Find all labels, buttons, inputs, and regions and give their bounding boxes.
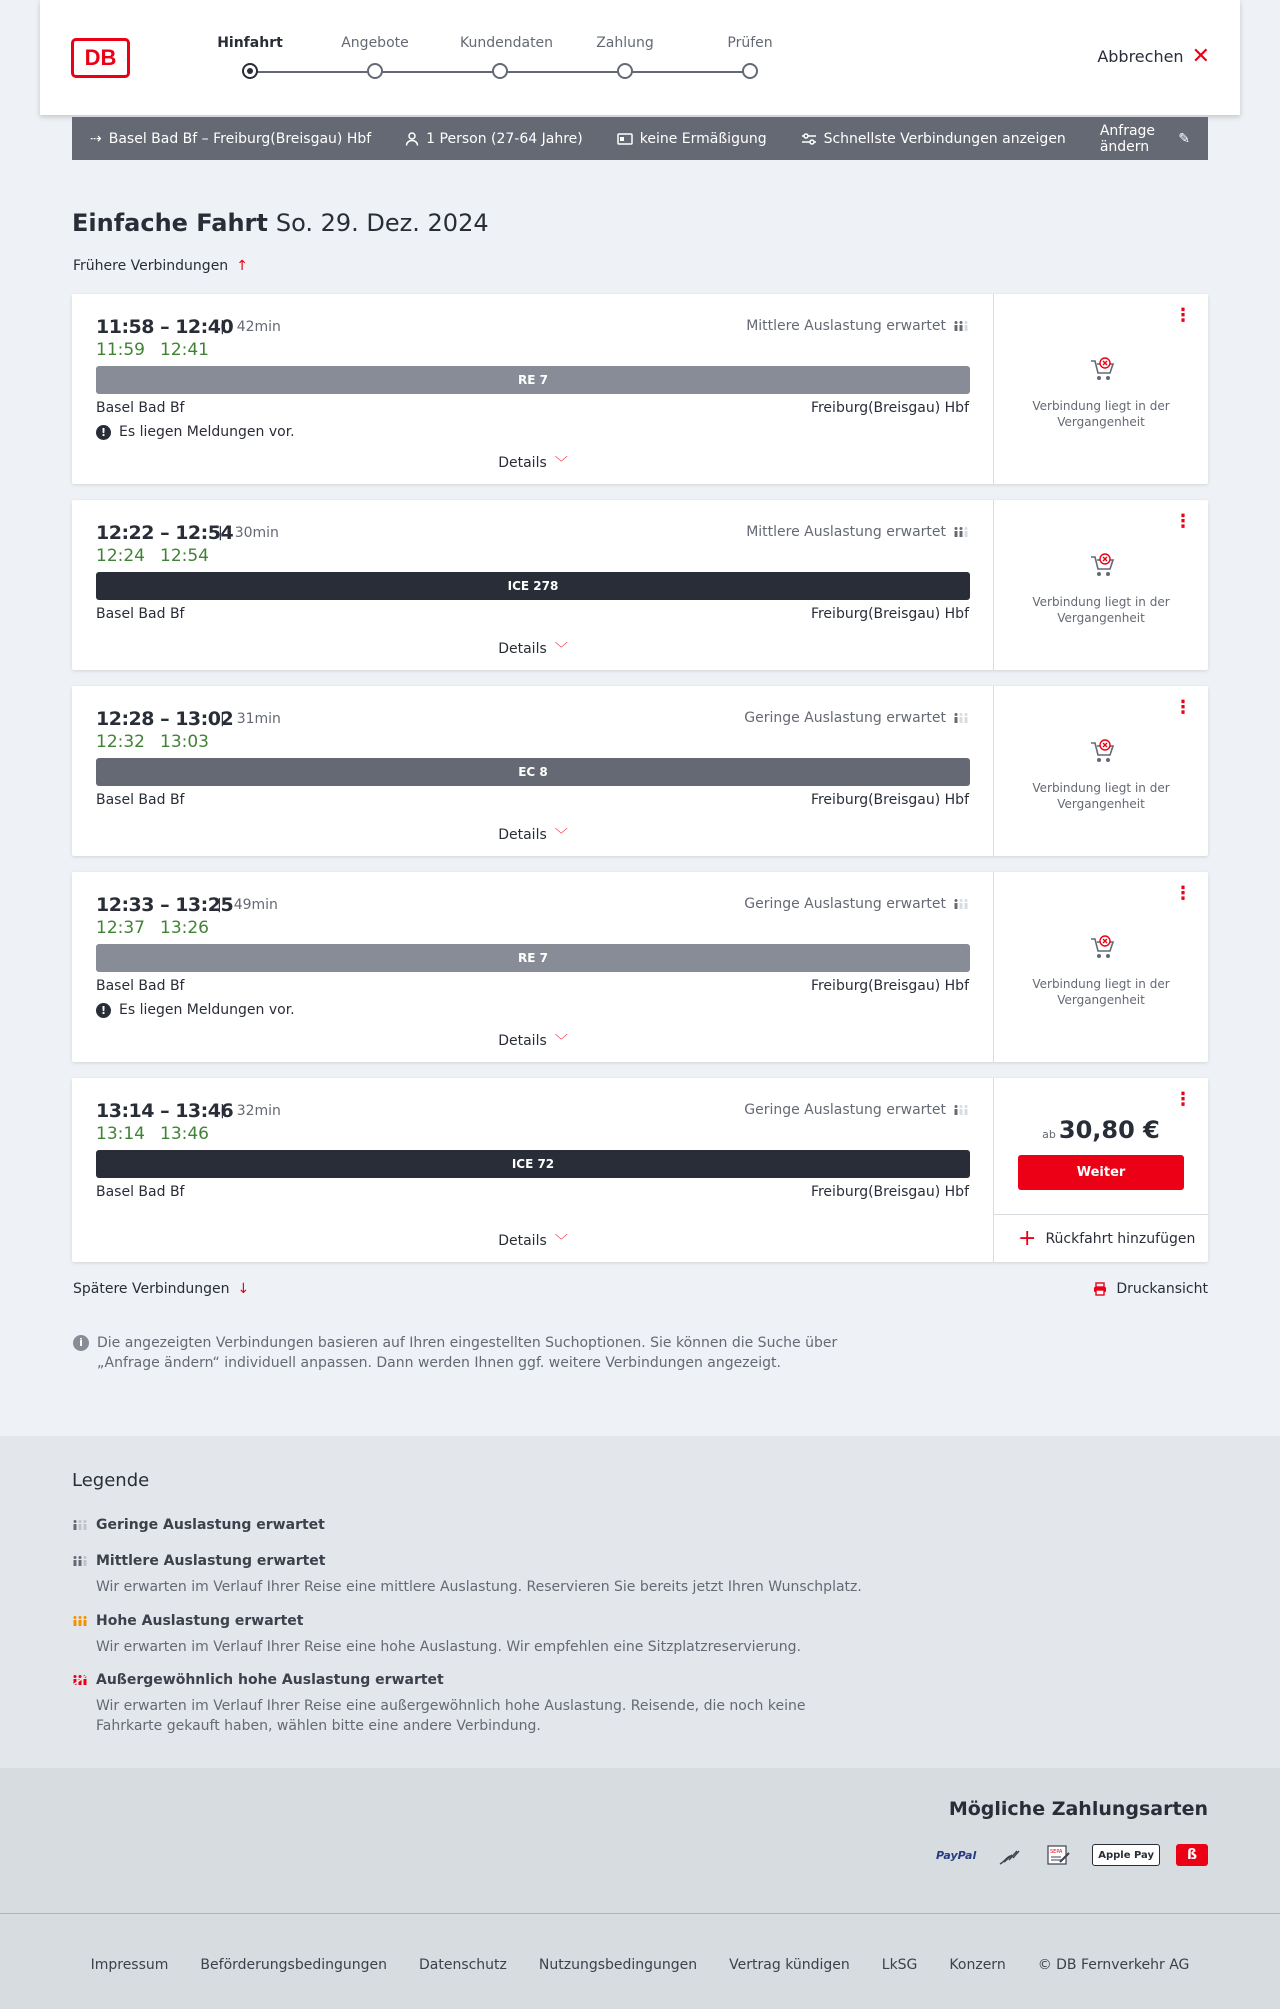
- offer-panel: [994, 686, 1208, 856]
- step-dot: [242, 63, 258, 79]
- progress-stepper: [210, 35, 810, 85]
- more-options-icon[interactable]: ⋮: [1174, 1089, 1192, 1110]
- connection-card[interactable]: [72, 1078, 1208, 1262]
- offer-panel: [994, 500, 1208, 670]
- apple-pay-icon: [1092, 1844, 1160, 1866]
- connection-main: [72, 1078, 994, 1262]
- trip-type: Einfache Fahrt: [72, 209, 268, 237]
- cancel-label: Abbrechen: [1097, 47, 1184, 66]
- occupancy-medium-icon: [72, 1555, 88, 1567]
- change-search-label: Anfrage ändern: [1099, 122, 1156, 155]
- price-value: 30,80 €: [1058, 1116, 1160, 1144]
- details-label: Details: [498, 455, 547, 471]
- filter-icon: [801, 133, 817, 145]
- route-text: Basel Bad Bf – Freiburg(Breisgau) Hbf: [108, 130, 372, 147]
- connection-duration: | 49min: [217, 897, 278, 913]
- legend-item-high: [72, 1613, 872, 1657]
- step-dot: [742, 63, 758, 79]
- details-label: Details: [498, 641, 547, 657]
- connection-card[interactable]: [72, 294, 1208, 484]
- train-bar[interactable]: EC 8: [96, 758, 970, 786]
- legend-item-description: Wir erwarten im Verlauf Ihrer Reise eine hohe Auslastung. Wir empfehlen eine Sitzplatzreservierung.: [96, 1639, 801, 1655]
- step-dot: [367, 63, 383, 79]
- realtime-times: [96, 340, 224, 360]
- details-toggle[interactable]: [72, 1030, 994, 1049]
- realtime-departure: 13:14: [96, 1124, 145, 1144]
- price: [994, 1116, 1208, 1144]
- cart-unavailable-icon: [1088, 552, 1116, 580]
- credit-card-icon: [992, 1844, 1026, 1866]
- footer-link-befoerderungsbedingungen[interactable]: Beförderungsbedingungen: [200, 1957, 387, 1973]
- price-prefix: ab: [1042, 1128, 1056, 1141]
- cancel-button[interactable]: [1097, 43, 1210, 69]
- step-hinfahrt: [210, 35, 290, 79]
- train-bar[interactable]: RE 7: [96, 366, 970, 394]
- realtime-arrival: 12:54: [160, 546, 209, 566]
- step-dot: [617, 63, 633, 79]
- arrival-station: Freiburg(Breisgau) Hbf: [810, 792, 969, 808]
- step-pruefen: [710, 35, 790, 79]
- offer-panel: [994, 872, 1208, 1062]
- db-logo[interactable]: DB: [71, 38, 130, 78]
- person-icon: [405, 132, 419, 146]
- arrow-down-icon: ↓: [237, 1281, 250, 1297]
- footer-link-vertrag-kuendigen[interactable]: Vertrag kündigen: [729, 1957, 850, 1973]
- occupancy-low-icon: [953, 898, 969, 910]
- legend-item-description: Wir erwarten im Verlauf Ihrer Reise eine mittlere Auslastung. Reservieren Sie bereits jetzt Ihren Wunschplatz.: [96, 1579, 862, 1595]
- offer-panel: [994, 294, 1208, 484]
- legend-item-low: [72, 1517, 872, 1533]
- departure-station: Basel Bad Bf: [96, 606, 185, 622]
- occupancy-info: [746, 524, 969, 540]
- details-toggle[interactable]: [72, 638, 994, 657]
- add-return-label: Rückfahrt hinzufügen: [1045, 1231, 1196, 1247]
- occupancy-low-icon: [72, 1519, 88, 1531]
- realtime-departure: 11:59: [96, 340, 145, 360]
- step-dot: [492, 63, 508, 79]
- top-header: [40, 0, 1240, 115]
- realtime-arrival: 13:03: [160, 732, 209, 752]
- note-text: Die angezeigten Verbindungen basieren auf Ihren eingestellten Suchoptionen. Sie können die Suche über „Anfrage ändern“ individuell anpassen. Dann werden Ihnen ggf. weitere Verbindungen angezeigt.: [97, 1335, 838, 1371]
- realtime-departure: 12:37: [96, 918, 145, 938]
- chevron-down-icon: ﹀: [554, 642, 568, 657]
- search-option-info: [801, 131, 1066, 147]
- connection-times: 13:14 – 13:46: [96, 1100, 234, 1122]
- paypal-label: PayPal: [936, 1848, 977, 1862]
- discount-text: keine Ermäßigung: [639, 130, 767, 147]
- cart-unavailable-icon: [1088, 738, 1116, 766]
- occupancy-text: Mittlere Auslastung erwartet: [746, 318, 946, 334]
- step-angebote: [335, 35, 415, 79]
- print-view-button[interactable]: [1093, 1281, 1208, 1297]
- details-label: Details: [498, 1033, 547, 1049]
- realtime-times: [96, 1124, 224, 1144]
- occupancy-info: [744, 710, 969, 726]
- step-label: Kundendaten: [460, 35, 554, 51]
- train-bar[interactable]: ICE 72: [96, 1150, 970, 1178]
- occupancy-medium-icon: [953, 526, 969, 538]
- realtime-arrival: 13:46: [160, 1124, 209, 1144]
- legend-section: [0, 1436, 1280, 1768]
- discount-info: [617, 131, 767, 147]
- step-label: Zahlung: [596, 35, 654, 51]
- message-text: Es liegen Meldungen vor.: [119, 1002, 295, 1018]
- past-connection-status: Verbindung liegt in der Vergangenheit: [1032, 595, 1170, 625]
- info-icon: i: [73, 1335, 89, 1351]
- footer-copyright: © DB Fernverkehr AG: [1037, 1957, 1190, 1973]
- plus-icon: +: [1018, 1226, 1037, 1251]
- details-toggle[interactable]: [72, 824, 994, 843]
- step-label: Prüfen: [727, 35, 773, 51]
- legend-item-title: Hohe Auslastung erwartet: [96, 1613, 304, 1629]
- print-view-label: Druckansicht: [1116, 1281, 1208, 1297]
- chevron-down-icon: ﹀: [554, 1034, 568, 1049]
- later-connections-label: Spätere Verbindungen: [73, 1281, 230, 1297]
- realtime-times: [96, 546, 224, 566]
- footer-link-impressum[interactable]: Impressum: [90, 1957, 169, 1973]
- occupancy-text: Geringe Auslastung erwartet: [744, 710, 946, 726]
- connection-times: 12:22 – 12:54: [96, 522, 234, 544]
- search-summary-bar: [72, 117, 1208, 160]
- departure-station: Basel Bad Bf: [96, 1184, 185, 1200]
- footer-link-lksg[interactable]: LkSG: [881, 1957, 918, 1973]
- connection-times: 11:58 – 12:40: [96, 316, 234, 338]
- connection-times: 12:33 – 13:25: [96, 894, 234, 916]
- message-text: Es liegen Meldungen vor.: [119, 424, 295, 440]
- details-toggle[interactable]: [72, 452, 994, 471]
- arrival-station: Freiburg(Breisgau) Hbf: [810, 400, 969, 416]
- connection-card[interactable]: [72, 686, 1208, 856]
- travellers-info: [405, 131, 583, 147]
- arrival-station: Freiburg(Breisgau) Hbf: [810, 1184, 969, 1200]
- connection-duration: | 30min: [218, 525, 279, 541]
- footer: [0, 1913, 1280, 2009]
- occupancy-low-icon: [953, 1104, 969, 1116]
- legend-item-description: Wir erwarten im Verlauf Ihrer Reise eine außergewöhnlich hohe Auslastung. Reisende, die noch keine Fahrkarte gekauft haben, wählen bitte eine andere Verbindung.: [96, 1698, 806, 1734]
- legend-item-title: Mittlere Auslastung erwartet: [96, 1553, 326, 1569]
- departure-station: Basel Bad Bf: [96, 978, 185, 994]
- legend-title: Legende: [72, 1470, 150, 1491]
- connection-duration: | 32min: [220, 1103, 281, 1119]
- warning-icon: !: [96, 425, 111, 440]
- more-options-icon[interactable]: ⋮: [1174, 883, 1192, 904]
- payment-methods-title: Mögliche Zahlungsarten: [948, 1798, 1208, 1820]
- more-options-icon[interactable]: ⋮: [1174, 305, 1192, 326]
- chevron-down-icon: ﹀: [554, 1234, 568, 1249]
- realtime-arrival: 12:41: [160, 340, 209, 360]
- arrow-up-icon: ↑: [236, 258, 248, 274]
- payment-icons: [936, 1844, 1208, 1866]
- connection-card[interactable]: [72, 872, 1208, 1062]
- details-toggle[interactable]: [72, 1230, 994, 1249]
- warning-icon: !: [96, 1003, 111, 1018]
- card-icon: [617, 133, 633, 145]
- cart-unavailable-icon: [1088, 934, 1116, 962]
- db-payment-icon: ß: [1176, 1844, 1208, 1866]
- connection-duration: | 42min: [220, 319, 281, 335]
- occupancy-text: Geringe Auslastung erwartet: [744, 896, 946, 912]
- arrival-station: Freiburg(Breisgau) Hbf: [810, 978, 969, 994]
- more-options-icon[interactable]: ⋮: [1174, 511, 1192, 532]
- occupancy-text: Geringe Auslastung erwartet: [744, 1102, 946, 1118]
- page-title: [72, 209, 489, 237]
- sepa-label: SEPA: [1050, 1849, 1063, 1855]
- trip-date: So. 29. Dez. 2024: [275, 209, 489, 237]
- change-search-button[interactable]: [1100, 123, 1190, 155]
- more-options-icon[interactable]: ⋮: [1174, 697, 1192, 718]
- occupancy-high-icon: [72, 1615, 88, 1627]
- occupancy-medium-icon: [953, 320, 969, 332]
- footer-link-konzern[interactable]: Konzern: [949, 1957, 1006, 1973]
- footer-link-datenschutz[interactable]: Datenschutz: [418, 1957, 507, 1973]
- step-label: Angebote: [341, 35, 409, 51]
- connection-main: [72, 872, 994, 1062]
- step-kundendaten: [460, 35, 554, 79]
- paypal-icon: [936, 1844, 976, 1866]
- travellers-text: 1 Person (27-64 Jahre): [426, 130, 583, 147]
- realtime-arrival: 13:26: [160, 918, 209, 938]
- realtime-times: [96, 732, 224, 752]
- apple-pay-label: Apple Pay: [1098, 1849, 1154, 1861]
- close-icon: ✕: [1191, 43, 1210, 69]
- details-label: Details: [498, 827, 547, 843]
- printer-icon: [1093, 1282, 1107, 1296]
- offer-panel: [994, 1078, 1208, 1262]
- connection-main: [72, 294, 994, 484]
- continue-button[interactable]: Weiter: [1018, 1155, 1184, 1190]
- payment-methods-section: [0, 1768, 1280, 1913]
- cart-unavailable-icon: [1088, 356, 1116, 384]
- footer-link-nutzungsbedingungen[interactable]: Nutzungsbedingungen: [538, 1957, 698, 1973]
- realtime-times: [96, 918, 224, 938]
- later-connections-button[interactable]: [73, 1281, 249, 1297]
- connection-card[interactable]: [72, 500, 1208, 670]
- occupancy-text: Mittlere Auslastung erwartet: [746, 524, 946, 540]
- pencil-icon: ✎: [1178, 130, 1190, 147]
- arrival-station: Freiburg(Breisgau) Hbf: [810, 606, 969, 622]
- chevron-down-icon: ﹀: [554, 828, 568, 843]
- divider: [994, 1214, 1208, 1215]
- arrow-right-icon: ⇢: [90, 130, 102, 147]
- realtime-departure: 12:24: [96, 546, 145, 566]
- occupancy-info: [746, 318, 969, 334]
- disruption-message: [96, 1002, 295, 1018]
- departure-station: Basel Bad Bf: [96, 400, 185, 416]
- occupancy-info: [744, 1102, 969, 1118]
- departure-station: Basel Bad Bf: [96, 792, 185, 808]
- connection-times: 12:28 – 13:02: [96, 708, 234, 730]
- earlier-connections-label: Frühere Verbindungen: [73, 258, 229, 274]
- disruption-message: [96, 424, 295, 440]
- footer-links: [0, 1957, 1280, 1973]
- search-info-note: [73, 1333, 853, 1373]
- sepa-icon: [1042, 1844, 1076, 1866]
- connection-main: [72, 686, 994, 856]
- step-label: Hinfahrt: [217, 35, 283, 51]
- route-info: [90, 131, 371, 147]
- occupancy-info: [744, 896, 969, 912]
- chevron-down-icon: ﹀: [554, 456, 568, 471]
- legend-item-exceptional: [72, 1672, 872, 1736]
- details-label: Details: [498, 1233, 547, 1249]
- legend-item-medium: [72, 1553, 872, 1597]
- legend-item-title: Geringe Auslastung erwartet: [96, 1517, 325, 1533]
- past-connection-status: Verbindung liegt in der Vergangenheit: [1032, 977, 1170, 1007]
- connection-main: [72, 500, 994, 670]
- add-return-trip-button[interactable]: [1018, 1226, 1196, 1251]
- search-option-text: Schnellste Verbindungen anzeigen: [823, 130, 1066, 147]
- occupancy-low-icon: [953, 712, 969, 724]
- legend-item-title: Außergewöhnlich hohe Auslastung erwartet: [96, 1672, 444, 1688]
- train-bar[interactable]: RE 7: [96, 944, 970, 972]
- step-zahlung: [585, 35, 665, 79]
- connection-duration: | 31min: [220, 711, 281, 727]
- occupancy-exceptional-icon: [72, 1674, 88, 1686]
- past-connection-status: Verbindung liegt in der Vergangenheit: [1032, 781, 1170, 811]
- realtime-departure: 12:32: [96, 732, 145, 752]
- train-bar[interactable]: ICE 278: [96, 572, 970, 600]
- past-connection-status: Verbindung liegt in der Vergangenheit: [1032, 399, 1170, 429]
- earlier-connections-button[interactable]: [73, 258, 248, 274]
